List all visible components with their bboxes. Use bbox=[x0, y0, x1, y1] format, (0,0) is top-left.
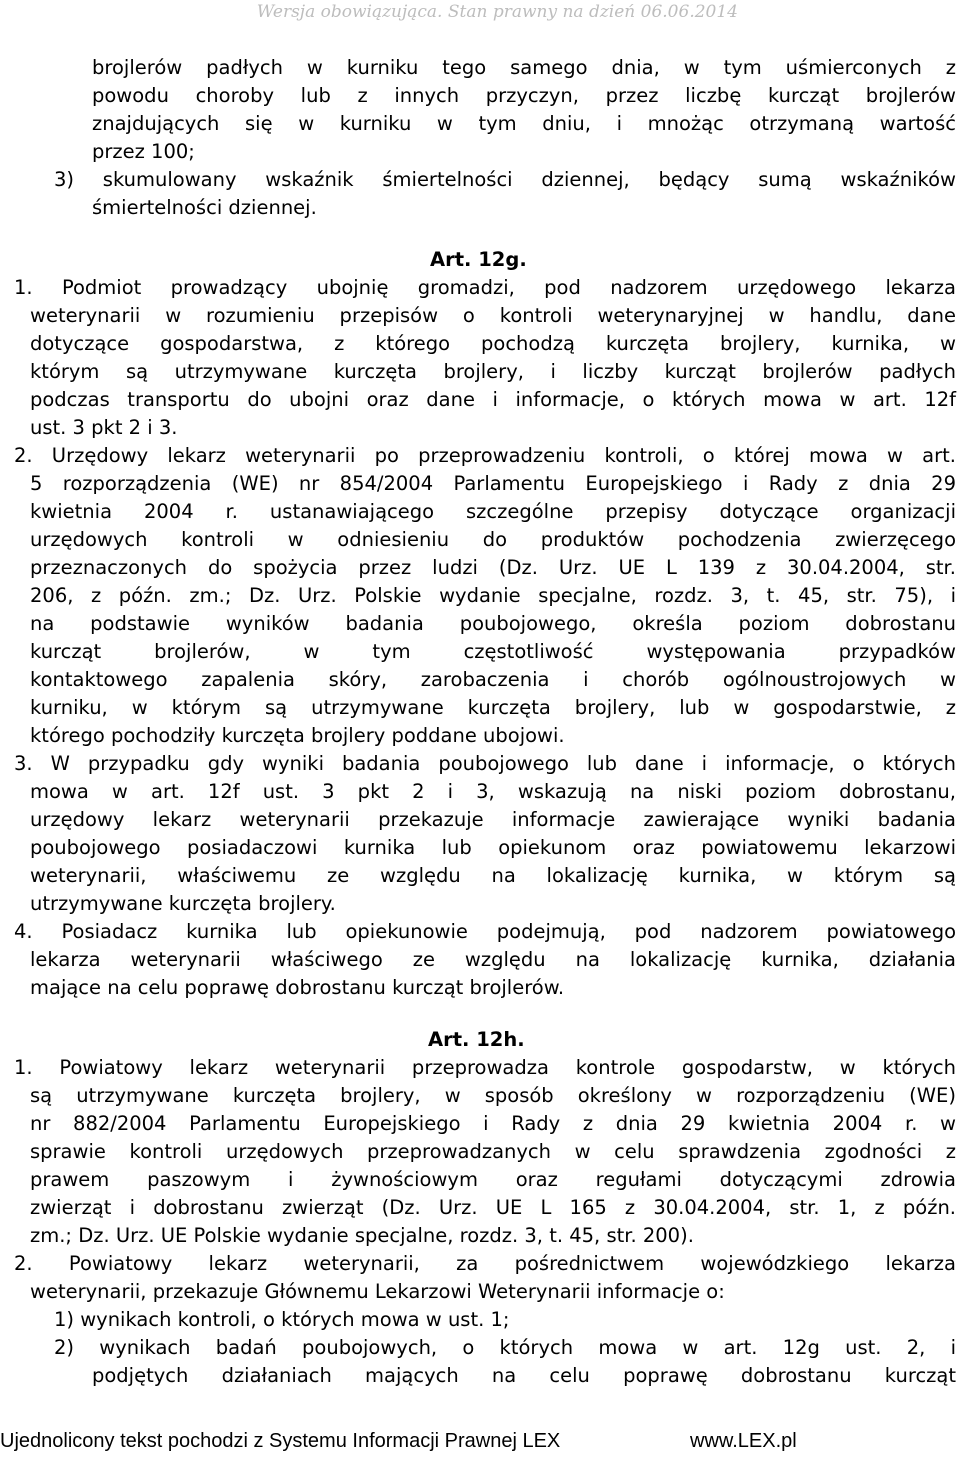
text-line: 1) wynikach kontroli, o których mowa w ust. 1; bbox=[54, 1308, 510, 1331]
text-line: mające na celu poprawę dobrostanu kurcząt brojlerów. bbox=[30, 976, 565, 999]
text-line: zwierząt i dobrostanu zwierząt (Dz. Urz. UE L 165 z 30.04.2004, str. 1, z późn. bbox=[30, 1196, 956, 1219]
text-line: kurniku, w którym są utrzymywane kurczęta brojlery, lub w gospodarstwie, z bbox=[30, 696, 956, 719]
text-line: 2) wynikach badań poubojowych, o których mowa w art. 12g ust. 2, i bbox=[54, 1336, 956, 1359]
text-line: podjętych działaniach mających na celu poprawę dobrostanu kurcząt bbox=[92, 1364, 956, 1387]
text-line: brojlerów padłych w kurniku tego samego dnia, w tym uśmierconych z bbox=[92, 56, 956, 79]
text-line: mowa w art. 12f ust. 3 pkt 2 i 3, wskazują na niski poziom dobrostanu, bbox=[30, 780, 956, 803]
text-line: nr 882/2004 Parlamentu Europejskiego i Rady z dnia 29 kwietnia 2004 r. w bbox=[30, 1112, 956, 1135]
text-line: 4. Posiadacz kurnika lub opiekunowie podejmują, pod nadzorem powiatowego bbox=[14, 920, 956, 943]
text-line: 1. Podmiot prowadzący ubojnię gromadzi, pod nadzorem urzędowego lekarza bbox=[14, 276, 956, 299]
text-line: 2. Urzędowy lekarz weterynarii po przeprowadzeniu kontroli, o której mowa w art. bbox=[14, 444, 956, 467]
text-line: 3) skumulowany wskaźnik śmiertelności dziennej, będący sumą wskaźników bbox=[54, 168, 956, 191]
text-line: weterynarii, właściwemu ze względu na lokalizację kurnika, w którym są bbox=[30, 864, 956, 887]
text-line: kwietnia 2004 r. ustanawiającego szczególne przepisy dotyczące organizacji bbox=[30, 500, 956, 523]
text-line: poubojowego posiadaczowi kurnika lub opiekunom oraz powiatowemu lekarzowi bbox=[30, 836, 956, 859]
text-line: dotyczące gospodarstwa, z którego pochodzą kurczęta brojlery, kurnika, w bbox=[30, 332, 956, 355]
version-header: Wersja obowiązująca. Stan prawny na dzień 06.06.2014 bbox=[256, 2, 738, 22]
text-line: prawem paszowym i żywnościowym oraz regułami dotyczącymi zdrowia bbox=[30, 1168, 956, 1191]
article-heading: Art. 12h. bbox=[428, 1028, 525, 1051]
text-line: lekarza weterynarii właściwego ze względu na lokalizację kurnika, działania bbox=[30, 948, 956, 971]
text-line: którym są utrzymywane kurczęta brojlery, i liczby kurcząt brojlerów padłych bbox=[30, 360, 956, 383]
text-line: śmiertelności dziennej. bbox=[92, 196, 317, 219]
text-line: znajdujących się w kurniku w tym dniu, i mnożąc otrzymaną wartość bbox=[92, 112, 956, 135]
text-line: przez 100; bbox=[92, 140, 195, 163]
text-line: weterynarii w rozumieniu przepisów o kontroli weterynaryjnej w handlu, dane bbox=[30, 304, 956, 327]
text-line: kontaktowego zapalenia skóry, zarobaczenia i chorób ogólnoustrojowych w bbox=[30, 668, 956, 691]
text-line: 3. W przypadku gdy wyniki badania poubojowego lub dane i informacje, o których bbox=[14, 752, 956, 775]
text-line: 2. Powiatowy lekarz weterynarii, za pośrednictwem wojewódzkiego lekarza bbox=[14, 1252, 956, 1275]
text-line: utrzymywane kurczęta brojlery. bbox=[30, 892, 336, 915]
footer-source-text: Ujednolicony tekst pochodzi z Systemu Informacji Prawnej LEX bbox=[0, 1430, 561, 1452]
text-line: 1. Powiatowy lekarz weterynarii przeprowadza kontrole gospodarstw, w których bbox=[14, 1056, 956, 1079]
text-line: urzędowych kontroli w odniesieniu do produktów pochodzenia zwierzęcego bbox=[30, 528, 956, 551]
text-line: 5 rozporządzenia (WE) nr 854/2004 Parlamentu Europejskiego i Rady z dnia 29 bbox=[30, 472, 956, 495]
footer-site-link[interactable]: www.LEX.pl bbox=[690, 1430, 797, 1452]
text-line: na podstawie wyników badania poubojowego, określa poziom dobrostanu bbox=[30, 612, 956, 635]
text-line: sprawie kontroli urzędowych przeprowadzanych w celu sprawdzenia zgodności z bbox=[30, 1140, 956, 1163]
text-line: 206, z późn. zm.; Dz. Urz. Polskie wydanie specjalne, rozdz. 3, t. 45, str. 75), i bbox=[30, 584, 956, 607]
text-line: powodu choroby lub z innych przyczyn, przez liczbę kurcząt brojlerów bbox=[92, 84, 956, 107]
text-line: ust. 3 pkt 2 i 3. bbox=[30, 416, 178, 439]
text-line: którego pochodziły kurczęta brojlery poddane ubojowi. bbox=[30, 724, 565, 747]
text-line: przeznaczonych do spożycia przez ludzi (Dz. Urz. UE L 139 z 30.04.2004, str. bbox=[30, 556, 956, 579]
text-line: zm.; Dz. Urz. UE Polskie wydanie specjalne, rozdz. 3, t. 45, str. 200). bbox=[30, 1224, 694, 1247]
text-line: weterynarii, przekazuje Głównemu Lekarzowi Weterynarii informacje o: bbox=[30, 1280, 725, 1303]
text-line: urzędowy lekarz weterynarii przekazuje informacje zawierające wyniki badania bbox=[30, 808, 956, 831]
article-heading: Art. 12g. bbox=[430, 248, 527, 271]
text-line: są utrzymywane kurczęta brojlery, w sposób określony w rozporządzeniu (WE) bbox=[30, 1084, 956, 1107]
text-line: kurcząt brojlerów, w tym częstotliwość występowania przypadków bbox=[30, 640, 956, 663]
text-line: podczas transportu do ubojni oraz dane i informacje, o których mowa w art. 12f bbox=[30, 388, 956, 411]
